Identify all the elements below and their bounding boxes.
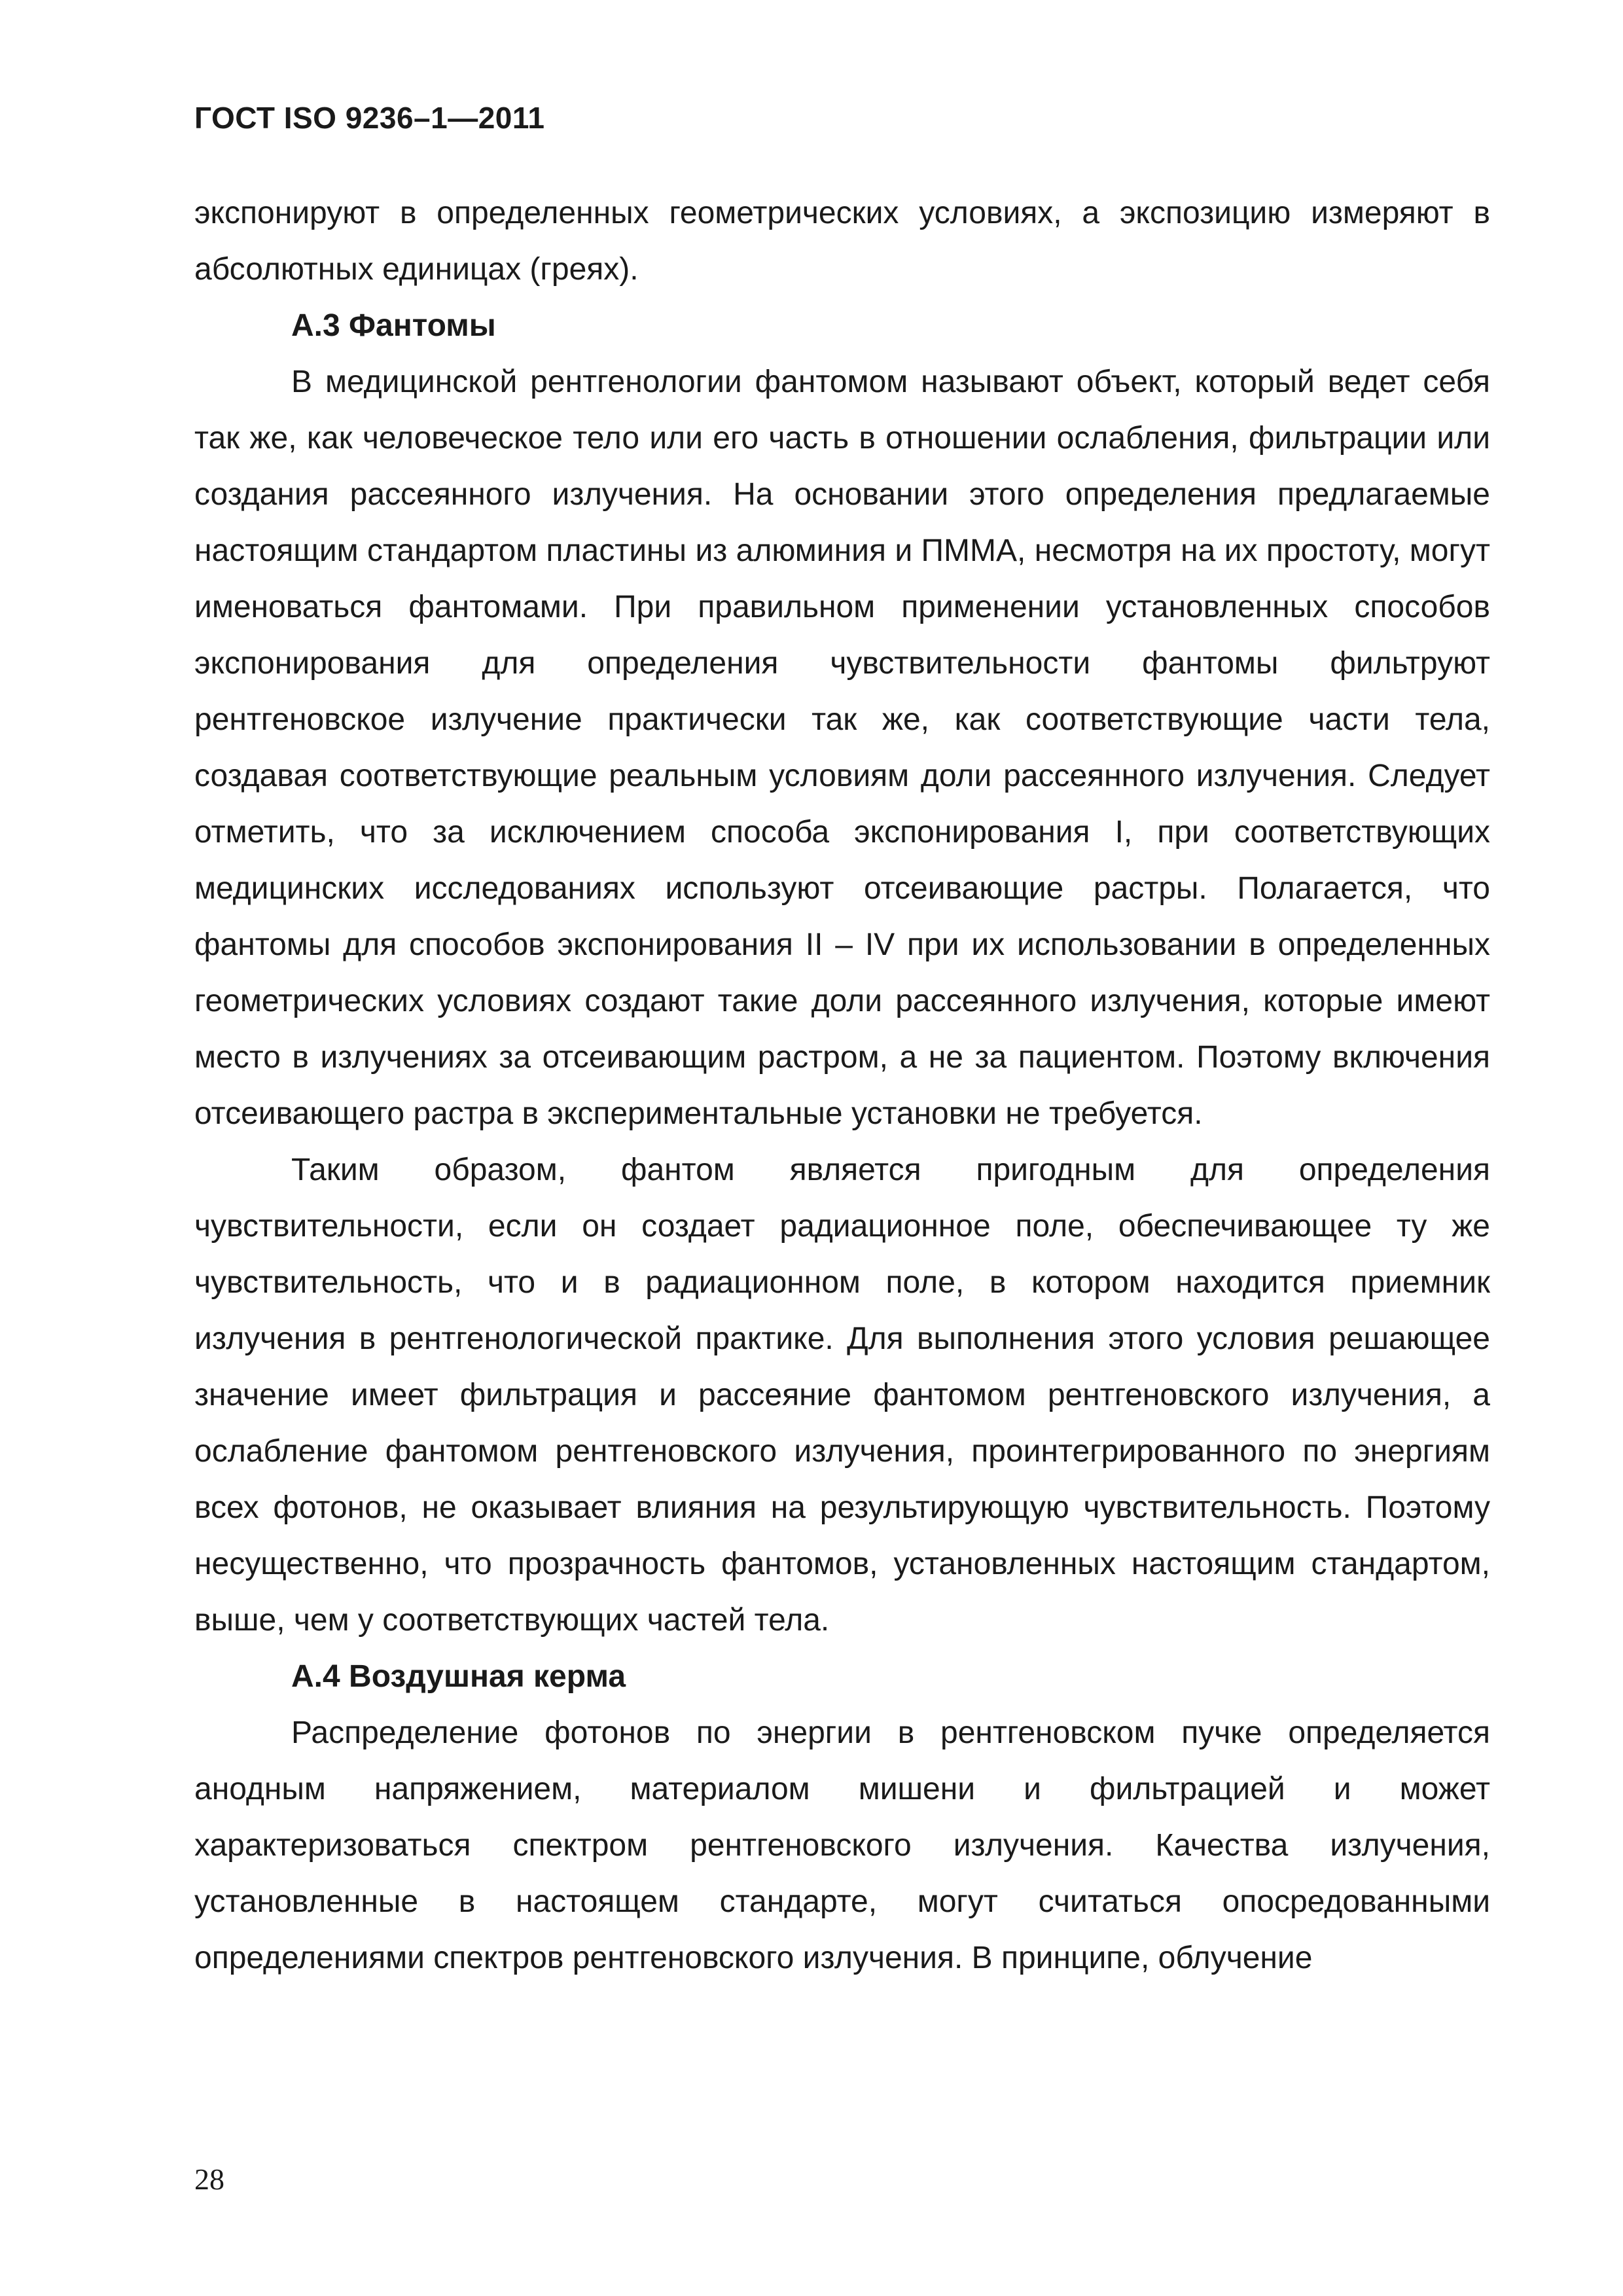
page-body xyxy=(194,185,1490,1986)
page-number: 28 xyxy=(194,2162,224,2196)
continuation-paragraph: экспонируют в определенных геометрических условиях, а экспозицию измеряют в абсолютных единицах (греях). xyxy=(194,196,1490,287)
paragraph-a3-suitability: Таким образом, фантом является пригодным для определения чувствительности, если он создает радиационное поле, обеспечивающее ту же чувствительность, что и в радиационном поле, в котором находится приемник излучения в рентгенологической практике. Для выполнения этого условия решающее значение имеет фильтрация и рассеяние фантомом рентгеновского излучения, а ослабление фантомом рентгеновского излучения, проинтегрированного по энергиям всех фотонов, не оказывает влияния на результирующую чувствительность. Поэтому несущественно, что прозрачность фантомов, установленных настоящим стандартом, выше, чем у соответствующих частей тела. xyxy=(194,1153,1490,1638)
paragraph-a4-air-kerma: Распределение фотонов по энергии в рентгеновском пучке определяется анодным напряжением, материалом мишени и фильтрацией и может характеризоваться спектром рентгеновского излучения. Качества излучения, установленные в настоящем стандарте, могут считаться опосредованными определениями спектров рентгеновского излучения. В принципе, облучение xyxy=(194,1715,1490,1975)
section-heading-a3: А.3 Фантомы xyxy=(291,308,496,343)
document-header: ГОСТ ISO 9236–1—2011 xyxy=(194,101,545,135)
paragraph-a3-phantoms: В медицинской рентгенологии фантомом называют объект, который ведет себя так же, как человеческое тело или его часть в отношении ослабления, фильтрации или создания рассеянного излучения. На основании этого определения предлагаемые настоящим стандартом пластины из алюминия и ПММА, несмотря на их простоту, могут именоваться фантомами. При правильном применении установленных способов экспонирования для определения чувствительности фантомы фильтруют рентгеновское излучение практически так же, как соответствующие части тела, создавая соответствующие реальным условиям доли рассеянного излучения. Следует отметить, что за исключением способа экспонирования I, при соответствующих медицинских исследованиях используют отсеивающие растры. Полагается, что фантомы для способов экспонирования II – IV при их использовании в определенных геометрических условиях создают такие доли рассеянного излучения, которые имеют место в излучениях за отсеивающим растром, а не за пациентом. Поэтому включения отсеивающего растра в экспериментальные установки не требуется. xyxy=(194,365,1490,1131)
section-heading-a4: А.4 Воздушная керма xyxy=(291,1659,626,1694)
